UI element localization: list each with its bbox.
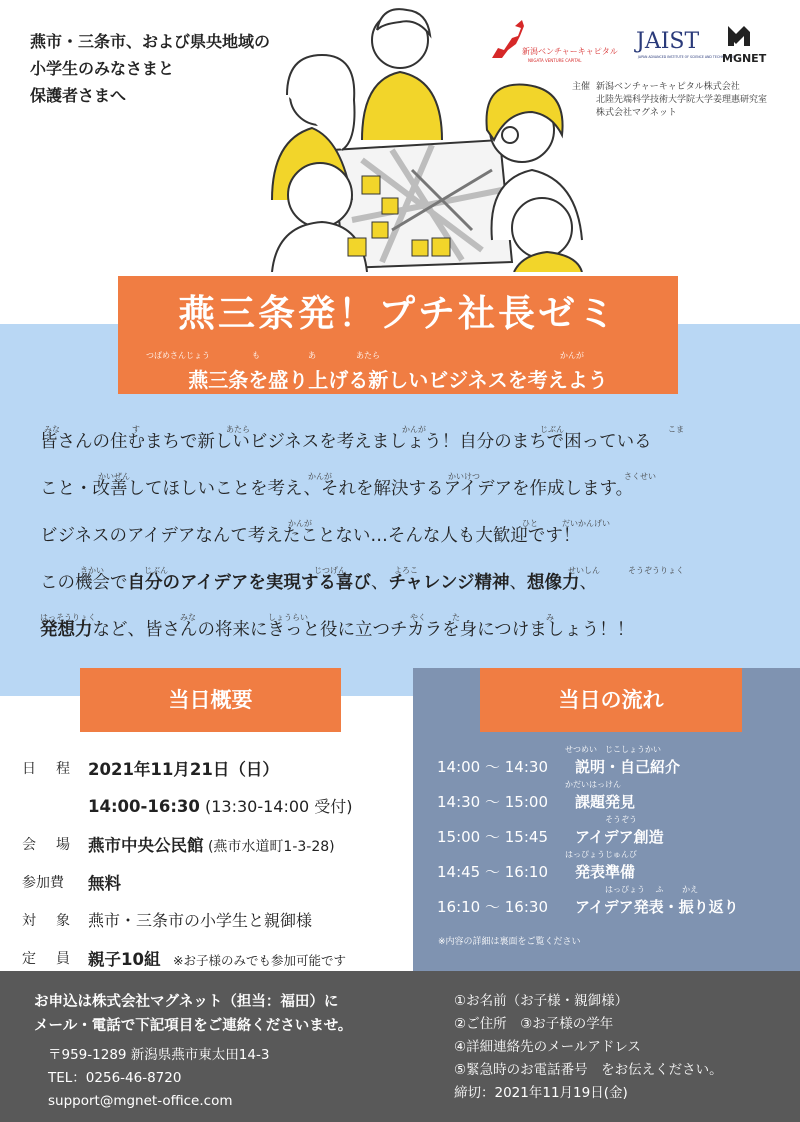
illustration-graphic (232, 0, 602, 272)
ruby-text: みな (44, 425, 60, 434)
time-value: 14:00-16:30 (88, 797, 200, 816)
flow-heading: 当日の流れ (480, 668, 742, 732)
application-instructions (34, 990, 352, 1038)
phone-number: TEL：0256-46-8720 (48, 1070, 182, 1086)
schedule-activity: 説明・自己紹介 (575, 758, 681, 776)
capacity-value: 親子10組 (88, 950, 161, 969)
kids-map-illustration (232, 0, 602, 272)
ruby-text: じつげん (314, 566, 346, 575)
title-ruby-row (140, 350, 660, 362)
intro-text-plain: など、皆さんの将来にきっと役に立つチカラを身につけましょう！！ (92, 620, 635, 640)
schedule-item (437, 850, 777, 888)
ruby-text: も (252, 351, 260, 360)
date-value: 2021年11月21日（日） (88, 760, 279, 779)
schedule-time: 15:00 ～ 15:45 (437, 828, 548, 846)
reception-note: (13:30-14:00 受付) (199, 797, 353, 816)
highlight-imagination: 想像力 (527, 573, 580, 593)
ruby-text: よろこ (394, 566, 418, 575)
schedule-activity: アイデア創造 (575, 828, 664, 846)
intro-text: ビジネスのアイデアなんて考えたことない…そんな人も大歓迎です！ (40, 526, 581, 546)
ruby-text: み (546, 613, 554, 622)
ruby-text: つばめさんじょう (146, 351, 210, 360)
ruby-text: そうぞう (565, 815, 637, 824)
ruby-text: かんが (402, 425, 426, 434)
overview-table (22, 752, 412, 980)
intro-text-plain: 、 (579, 573, 598, 593)
mgnet-logo-text: MGNET (722, 52, 767, 65)
schedule-time: 14:45 ～ 16:10 (437, 863, 548, 881)
overview-row-time (22, 790, 412, 828)
intro-line (40, 563, 780, 610)
schedule-activity: 発表準備 (575, 863, 636, 881)
ruby-text: あたら (356, 351, 380, 360)
overview-heading: 当日概要 (80, 668, 341, 732)
intro-text-plain: この機会で (40, 573, 128, 593)
required-item: ④詳細連絡先のメールアドレス (454, 1039, 641, 1055)
ruby-text: かいけつ (448, 472, 480, 481)
required-item: ②ご住所 ③お子様の学年 (454, 1016, 614, 1032)
schedule-item (437, 745, 777, 783)
ruby-text: あ (308, 351, 316, 360)
apply-line: お申込は株式会社マグネット（担当：福田）に (34, 994, 339, 1010)
row-label: 日 程 (22, 761, 73, 777)
ruby-text: せいしん (568, 566, 600, 575)
schedule-activity: アイデア発表・振り返り (575, 898, 739, 916)
ruby-text: かんが (560, 351, 584, 360)
highlight-joy: 自分のアイデアを実現する喜び (127, 573, 371, 593)
row-label: 定 員 (22, 951, 73, 967)
row-value (88, 946, 346, 970)
ruby-text: さくせい (624, 472, 656, 481)
intro-line (40, 516, 780, 563)
event-title: 燕三条発！プチ社長ゼミ (178, 292, 618, 335)
row-value (88, 870, 121, 894)
contact-info (48, 1044, 269, 1113)
schedule-note: ※内容の詳細は裏面をご覧ください (438, 937, 581, 947)
jaist-logo-sub: JAPAN ADVANCED INSTITUTE OF SCIENCE AND TECHNOLOGY (638, 55, 735, 59)
ruby-text: しょうらい (268, 613, 308, 622)
row-value (88, 832, 335, 856)
niigata-vc-logo-en: NIIGATA VENTURE CAPITAL (528, 58, 582, 63)
organizer-line: 株式会社マグネット (596, 108, 677, 118)
row-value (88, 794, 353, 817)
ruby-text: かいぜん (98, 472, 130, 481)
ruby-text: た (452, 613, 460, 622)
ruby-text: そうぞうりょく (628, 566, 684, 575)
schedule-item (437, 885, 777, 923)
intro-text (40, 620, 634, 640)
schedule-activity: 課題発見 (575, 793, 636, 811)
venue-value: 燕市中央公民館 (88, 836, 204, 855)
row-label: 会 場 (22, 837, 73, 853)
row-value (88, 756, 279, 780)
overview-row-date (22, 752, 412, 790)
email-address[interactable]: support@mgnet-office.com (48, 1093, 233, 1109)
ruby-text: ひと (522, 519, 538, 528)
schedule-item (437, 780, 777, 818)
deadline: 締切：2021年11月19日(金) (454, 1085, 628, 1101)
ruby-text: せつめい じこしょうかい (565, 745, 661, 754)
ruby-text: はっぴょう ふ かえ (565, 885, 699, 894)
fee-value: 無料 (88, 874, 121, 893)
row-value: 燕市・三条市の小学生と親御様 (88, 911, 313, 930)
ruby-text: はっそうりょく (40, 613, 96, 622)
ruby-text: かんが (308, 472, 332, 481)
intro-text (40, 573, 597, 593)
organizer-line: 北陸先端科学技術大学院大学姜理惠研究室 (596, 95, 768, 105)
schedule-time: 14:00 ～ 14:30 (437, 758, 548, 776)
organizers-label: 主催 (572, 82, 591, 92)
intro-text-plain: 、 (370, 573, 389, 593)
row-label: 対 象 (22, 913, 73, 929)
ruby-text: はっぴょうじゅんび (565, 850, 637, 859)
ruby-text: かだいはっけん (565, 780, 621, 789)
capacity-note: ※お子様のみでも参加可能です (160, 953, 346, 968)
ruby-text: じぶん (540, 425, 564, 434)
venue-address: (燕市水道町1-3-28) (203, 839, 335, 855)
ruby-text: やく (410, 613, 426, 622)
schedule-time: 16:10 ～ 16:30 (437, 898, 548, 916)
highlight-ideas: 発想力 (40, 620, 93, 640)
event-subtitle: 燕三条を盛り上げる新しいビジネスを考えよう (188, 368, 608, 392)
intro-paragraph (40, 422, 780, 657)
niigata-vc-logo-text: 新潟ベンチャーキャピタル (522, 47, 618, 56)
intro-line (40, 422, 780, 469)
required-item: ⑤緊急時のお電話番号 をお伝えください。 (454, 1062, 723, 1078)
mgnet-logo-icon (728, 26, 750, 46)
organizers-block (572, 81, 768, 120)
ruby-text: あたら (226, 425, 250, 434)
overview-row-venue (22, 828, 412, 866)
intro-line (40, 469, 780, 516)
audience-heading: 燕市・三条市、および県央地域の 小学生のみなさまと 保護者さまへ (30, 32, 271, 105)
organizer-line: 新潟ベンチャーキャピタル株式会社 (596, 82, 740, 92)
ruby-text: す (132, 425, 140, 434)
required-items-list (454, 990, 723, 1105)
overview-row-capacity (22, 942, 412, 980)
intro-text: 皆さんの住むまちで新しいビジネスを考えましょう！自分のまちで困っている (40, 432, 652, 452)
ruby-text: きかい (80, 566, 104, 575)
jaist-logo-text: JAIST (636, 29, 700, 54)
intro-text: こと・改善してほしいことを考え、それを解決するアイデアを作成します。 (40, 479, 634, 499)
ruby-text: こま (668, 425, 684, 434)
apply-line: メール・電話で下記項目をご連絡くださいませ。 (34, 1018, 353, 1034)
ruby-text: かんが (288, 519, 312, 528)
required-item: ①お名前（お子様・親御様） (454, 993, 629, 1009)
intro-line (40, 610, 780, 657)
overview-row-target (22, 904, 412, 942)
highlight-challenge: チャレンジ精神 (388, 573, 510, 593)
schedule-list (437, 745, 777, 923)
schedule-time: 14:30 ～ 15:00 (437, 793, 548, 811)
ruby-text: だいかんげい (562, 519, 610, 528)
ruby-text: じぶん (144, 566, 168, 575)
ruby-text: みな (180, 613, 196, 622)
postal-address: 〒959-1289 新潟県燕市東太田14-3 (48, 1047, 270, 1063)
schedule-item (437, 815, 777, 853)
intro-text-plain: 、 (509, 573, 528, 593)
overview-row-fee (22, 866, 412, 904)
row-label: 参加費 (22, 875, 64, 891)
